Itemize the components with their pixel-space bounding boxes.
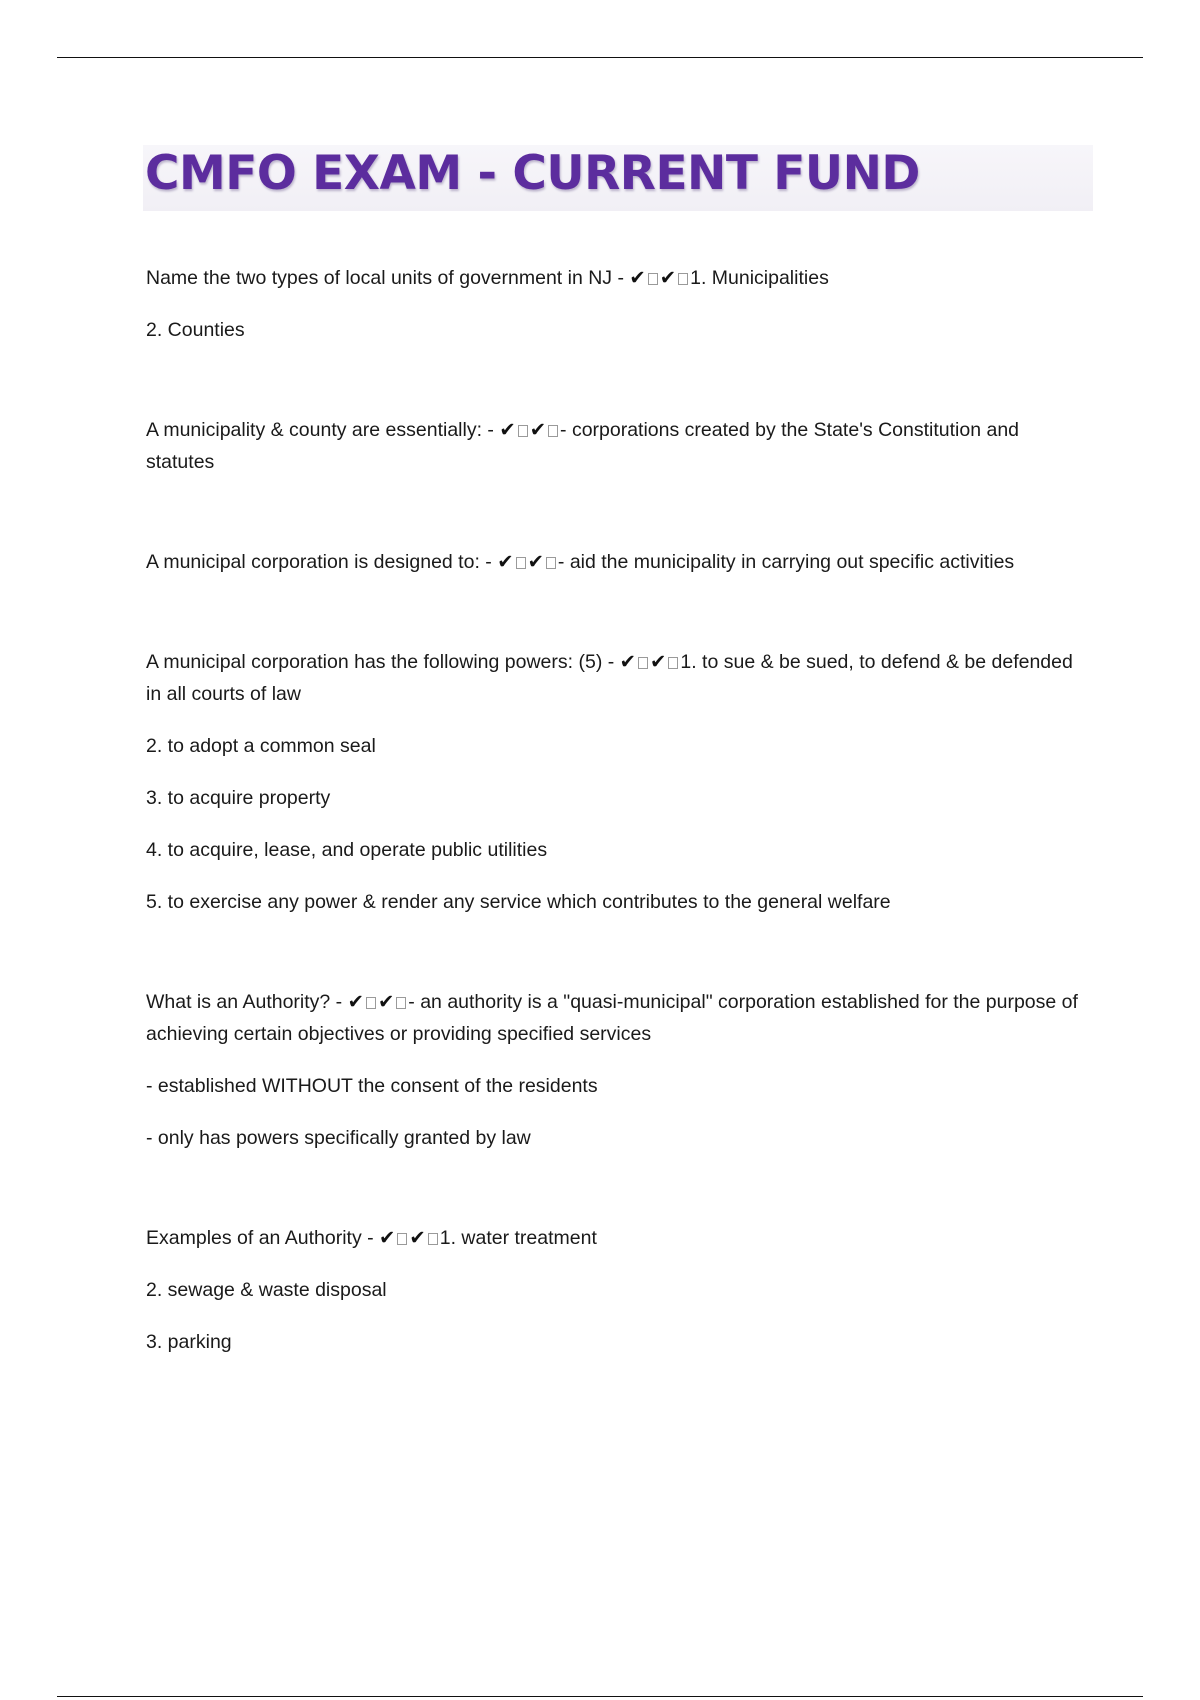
- document-body: [146, 262, 1086, 1426]
- box-icon: [518, 425, 528, 437]
- box-icon: [397, 1233, 407, 1245]
- document-title: CMFO EXAM - CURRENT FUND: [145, 146, 920, 201]
- qa-first-line: Examples of an Authority - ✔ ✔ 1. water treatment: [146, 1227, 597, 1249]
- check-icon: ✔: [409, 1227, 426, 1249]
- answer-line: 2. Counties: [146, 319, 245, 341]
- box-icon: [428, 1233, 438, 1245]
- check-icon: ✔: [659, 267, 677, 289]
- question-text: Examples of an Authority: [146, 1227, 362, 1249]
- box-icon: [548, 425, 558, 437]
- answer-text: - corporations created by the State's Constitution and statutes: [146, 419, 1020, 473]
- qa-first-line: A municipal corporation has the following powers: (5) - ✔ ✔ 1. to sue & be sued, to defend & be defended in all courts of law: [146, 651, 1073, 705]
- check-icon: ✔: [527, 551, 544, 573]
- qa-card-3: [146, 546, 1086, 578]
- check-icon: ✔: [499, 419, 516, 441]
- qa-card-6: [146, 1222, 1086, 1358]
- question-text: Name the two types of local units of government in NJ: [146, 267, 613, 289]
- box-icon: [638, 657, 648, 669]
- check-icon: ✔: [619, 651, 637, 673]
- box-icon: [546, 557, 556, 569]
- box-icon: [678, 273, 688, 285]
- box-icon: [366, 997, 376, 1009]
- qa-first-line: What is an Authority? - ✔ ✔ - an authority is a "quasi-municipal" corporation established for the purpose of achieving certain objectives or providing specified services: [146, 991, 1078, 1045]
- question-text: A municipality & county are essentially:: [146, 419, 482, 441]
- check-icon: ✔: [629, 267, 646, 289]
- qa-first-line: A municipality & county are essentially: - ✔ ✔ - corporations created by the State's Constitution and statutes: [146, 419, 1020, 473]
- answer-line: - only has powers specifically granted by law: [146, 1127, 531, 1149]
- answer-text: 1. Municipalities: [690, 267, 829, 289]
- bottom-rule: [57, 1696, 1143, 1697]
- answer-text: 1. water treatment: [439, 1227, 597, 1249]
- check-icon: ✔: [377, 991, 395, 1013]
- question-text: A municipal corporation has the following powers: (5): [146, 651, 603, 673]
- check-icon: ✔: [379, 1227, 396, 1249]
- answer-line: - established WITHOUT the consent of the residents: [146, 1075, 598, 1097]
- answer-line: 2. to adopt a common seal: [146, 735, 376, 757]
- answer-line: 3. to acquire property: [146, 787, 331, 809]
- qa-card-5: [146, 986, 1086, 1154]
- qa-first-line: Name the two types of local units of government in NJ - ✔ ✔ 1. Municipalities: [146, 267, 829, 289]
- answer-text: 1. to sue & be sued, to defend & be defended in all courts of law: [146, 651, 1073, 705]
- check-icon: ✔: [347, 991, 364, 1013]
- box-icon: [516, 557, 526, 569]
- question-text: What is an Authority?: [146, 991, 331, 1013]
- qa-card-1: [146, 262, 1086, 346]
- answer-line: 5. to exercise any power & render any service which contributes to the general welfare: [146, 891, 891, 913]
- check-icon: ✔: [497, 551, 514, 573]
- answer-line: 3. parking: [146, 1331, 232, 1353]
- answer-text: - an authority is a "quasi-municipal" corporation established for the purpose of achieving certain objectives or providing specified services: [146, 991, 1078, 1045]
- question-text: A municipal corporation is designed to:: [146, 551, 480, 573]
- qa-card-4: [146, 646, 1086, 918]
- answer-text: - aid the municipality in carrying out specific activities: [557, 551, 1015, 573]
- box-icon: [668, 657, 678, 669]
- box-icon: [648, 273, 658, 285]
- qa-first-line: A municipal corporation is designed to: - ✔ ✔ - aid the municipality in carrying out specific activities: [146, 551, 1015, 573]
- check-icon: ✔: [650, 651, 667, 673]
- box-icon: [396, 997, 406, 1009]
- check-icon: ✔: [529, 419, 547, 441]
- answer-line: 2. sewage & waste disposal: [146, 1279, 387, 1301]
- qa-card-2: [146, 414, 1086, 478]
- answer-line: 4. to acquire, lease, and operate public utilities: [146, 839, 548, 861]
- top-rule: [57, 57, 1143, 58]
